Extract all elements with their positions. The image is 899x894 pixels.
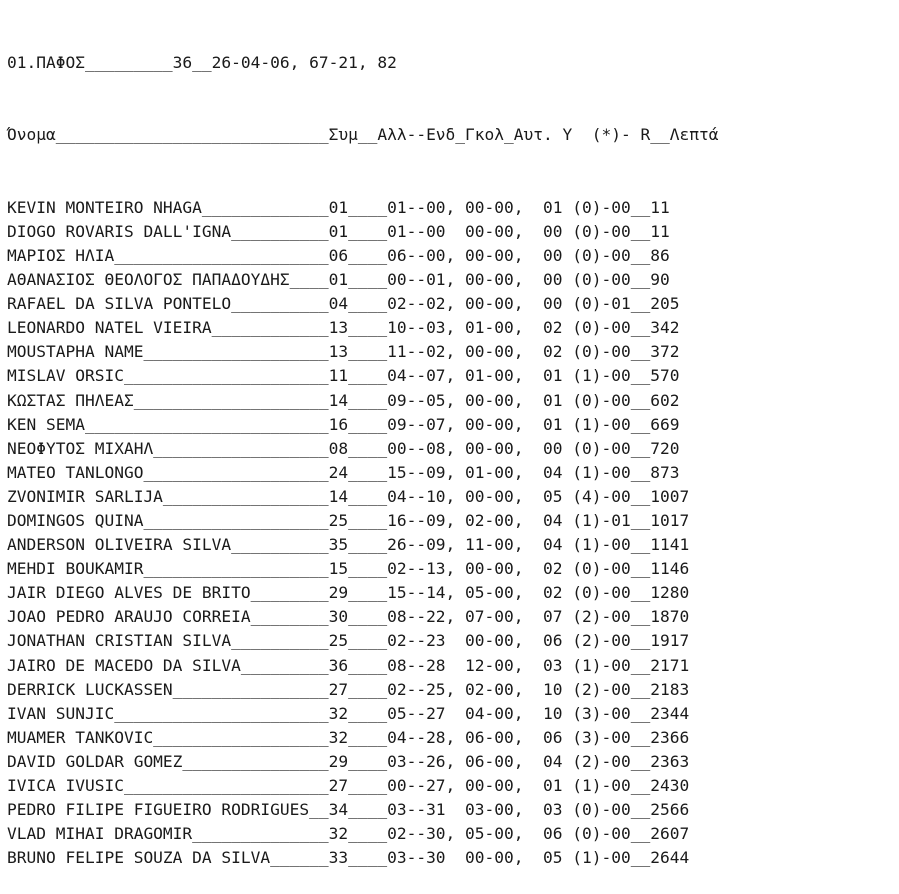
player-row: DOMINGOS QUINA___________________25____16--09, 02-00, 04 (1)-01__1017: [7, 510, 690, 530]
player-row: DAVID GOLDAR GOMEZ_______________29____03--26, 06-00, 04 (2)-00__2363: [7, 751, 690, 771]
player-row: JAIR DIEGO ALVES DE BRITO________29____15--14, 05-00, 02 (0)-00__1280: [7, 583, 690, 603]
player-row: ΝΕΟΦΥΤΟΣ ΜΙΧΑΗΛ__________________08____00--08, 00-00, 00 (0)-00__720: [7, 438, 680, 458]
player-row: JONATHAN CRISTIAN SILVA__________25____02--23 00-00, 06 (2)-00__1917: [7, 631, 690, 651]
player-row: DIOGO ROVARIS DALL'IGNA__________01____01--00 00-00, 00 (0)-00__11: [7, 221, 670, 241]
player-row: ΑΘΑΝΑΣΙΟΣ ΘΕΟΛΟΓΟΣ ΠΑΠΑΔΟΥΔΗΣ____01____00--01, 00-00, 00 (0)-00__90: [7, 270, 670, 290]
player-row: ΚΩΣΤΑΣ ΠΗΛΕΑΣ____________________14____09--05, 00-00, 01 (0)-00__602: [7, 390, 680, 410]
player-row: ZVONIMIR SARLIJA_________________14____04--10, 00-00, 05 (4)-00__1007: [7, 486, 690, 506]
player-row: IVICA IVUSIC_____________________27____00--27, 00-00, 01 (1)-00__2430: [7, 776, 690, 795]
player-row: DERRICK LUCKASSEN________________27____02--25, 02-00, 10 (2)-00__2183: [7, 679, 690, 699]
player-row: RAFAEL DA SILVA PONTELO__________04____02--02, 00-00, 00 (0)-01__205: [7, 294, 680, 314]
player-row: KEVIN MONTEIRO NHAGA_____________01____01--00, 00-00, 01 (0)-00__11: [7, 197, 670, 217]
player-row: MEHDI BOUKAMIR___________________15____02--13, 00-00, 02 (0)-00__1146: [7, 559, 690, 579]
player-row: PEDRO FILIPE FIGUEIRO RODRIGUES__34____03--31 03-00, 03 (0)-00__2566: [7, 800, 690, 820]
player-row: MATEO TANLONGO___________________24____15--09, 01-00, 04 (1)-00__873: [7, 462, 680, 482]
player-row: JOAO PEDRO ARAUJO CORREIA________30____08--22, 07-00, 07 (2)-00__1870: [7, 607, 690, 627]
player-row: JAIRO DE MACEDO DA SILVA_________36____08--28 12-00, 03 (1)-00__2171: [7, 655, 690, 675]
player-row: KEN SEMA_________________________16____09--07, 00-00, 01 (1)-00__669: [7, 414, 680, 434]
player-row: ANDERSON OLIVEIRA SILVA__________35____26--09, 11-00, 04 (1)-00__1141: [7, 535, 690, 555]
player-row: MUAMER TANKOVIC__________________32____04--28, 06-00, 06 (3)-00__2366: [7, 727, 690, 747]
player-row: BRUNO FELIPE SOUZA DA SILVA______33____03--30 00-00, 05 (1)-00__2644: [7, 848, 690, 868]
player-row: MISLAV ORSIC_____________________11____04--07, 01-00, 01 (1)-00__570: [7, 366, 680, 386]
player-rows: [7, 196, 899, 871]
player-row: ΜΑΡΙΟΣ ΗΛΙΑ______________________06____06--00, 00-00, 00 (0)-00__86: [7, 245, 670, 265]
team-header-line: 01.ΠΑΦΟΣ_________36__26-04-06, 67-21, 82: [7, 53, 397, 73]
player-row: IVAN SUNJIC______________________32____05--27 04-00, 10 (3)-00__2344: [7, 703, 690, 723]
player-row: VLAD MIHAI DRAGOMIR______________32____02--30, 05-00, 06 (0)-00__2607: [7, 824, 690, 844]
column-header-line: Όνομα____________________________Συμ__Αλλ--Ενδ_Γκολ_Αυτ. Υ (*)- R__Λεπτά: [7, 125, 719, 145]
player-row: MOUSTAPHA NAME___________________13____11--02, 00-00, 02 (0)-00__372: [7, 342, 680, 362]
player-row: LEONARDO NATEL VIEIRA____________13____10--03, 01-00, 02 (0)-00__342: [7, 318, 680, 338]
